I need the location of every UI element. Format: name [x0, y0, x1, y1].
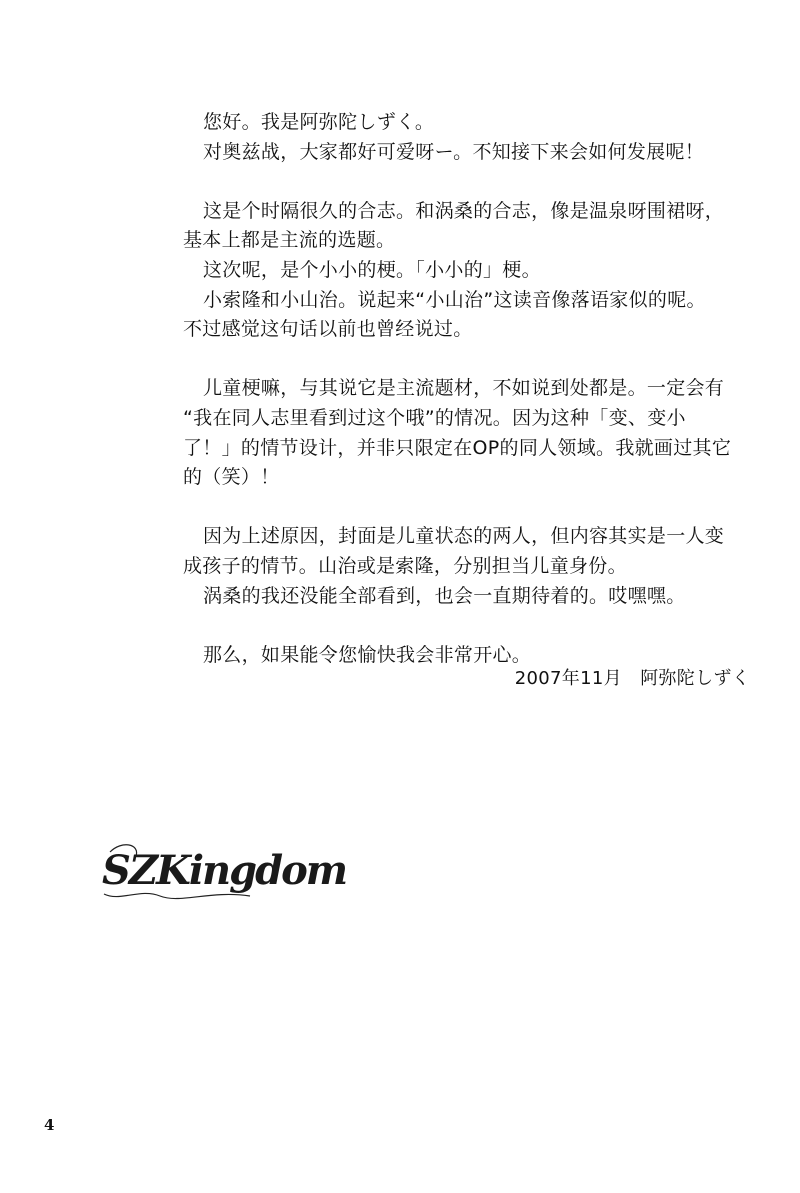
text-line: 儿童梗嘛，与其说它是主流题材，不如说到处都是。一定会有 — [203, 377, 725, 400]
text-line: 那么，如果能令您愉快我会非常开心。 — [203, 643, 532, 666]
signature-date: 2007年11月 阿弥陀しずく — [514, 668, 750, 689]
text-line: 涡桑的我还没能全部看到，也会一直期待着的。哎嘿嘿。 — [203, 584, 686, 607]
paragraph-greeting — [183, 108, 763, 167]
text-line: 您好。我是阿弥陀しずく。 — [203, 111, 435, 133]
paragraph-child-theme — [183, 374, 763, 492]
text-line: 这次呢，是个小小的梗。「小小的」梗。 — [203, 258, 541, 281]
text-line: 成孩子的情节。山治或是索隆，分别担当儿童身份。 — [183, 554, 627, 577]
logo-graphic — [100, 838, 347, 908]
paragraph-theme — [183, 197, 763, 345]
text-line: “我在同人志里看到过这个哦”的情况。因为这种「变、变小 — [183, 406, 686, 429]
text-line: 不过感觉这句话以前也曾经说过。 — [183, 318, 473, 341]
text-line: 的（笑）！ — [183, 466, 280, 489]
text-line: 因为上述原因，封面是儿童状态的两人，但内容其实是一人变 — [203, 525, 725, 548]
text-line: 基本上都是主流的选题。 — [183, 229, 396, 252]
text-line: 了！」的情节设计，并非只限定在OP的同人领域。我就画过其它 — [183, 436, 732, 459]
text-line: 小索隆和小山治。说起来“小山治”这读音像落语家似的呢。 — [203, 288, 706, 311]
afterword-text — [183, 108, 763, 700]
sz-kingdom-logo — [100, 838, 347, 908]
page-number: 4 — [44, 1116, 55, 1134]
text-line: 这是个时隔很久的合志。和涡桑的合志，像是温泉呀围裙呀， — [203, 199, 725, 222]
text-line: 对奥兹战，大家都好可爱呀ー。不知接下来会如何发展呢！ — [203, 140, 705, 163]
paragraph-content — [183, 522, 763, 611]
logo-text: SZKingdom — [102, 847, 347, 894]
logo-flourish — [104, 893, 250, 898]
